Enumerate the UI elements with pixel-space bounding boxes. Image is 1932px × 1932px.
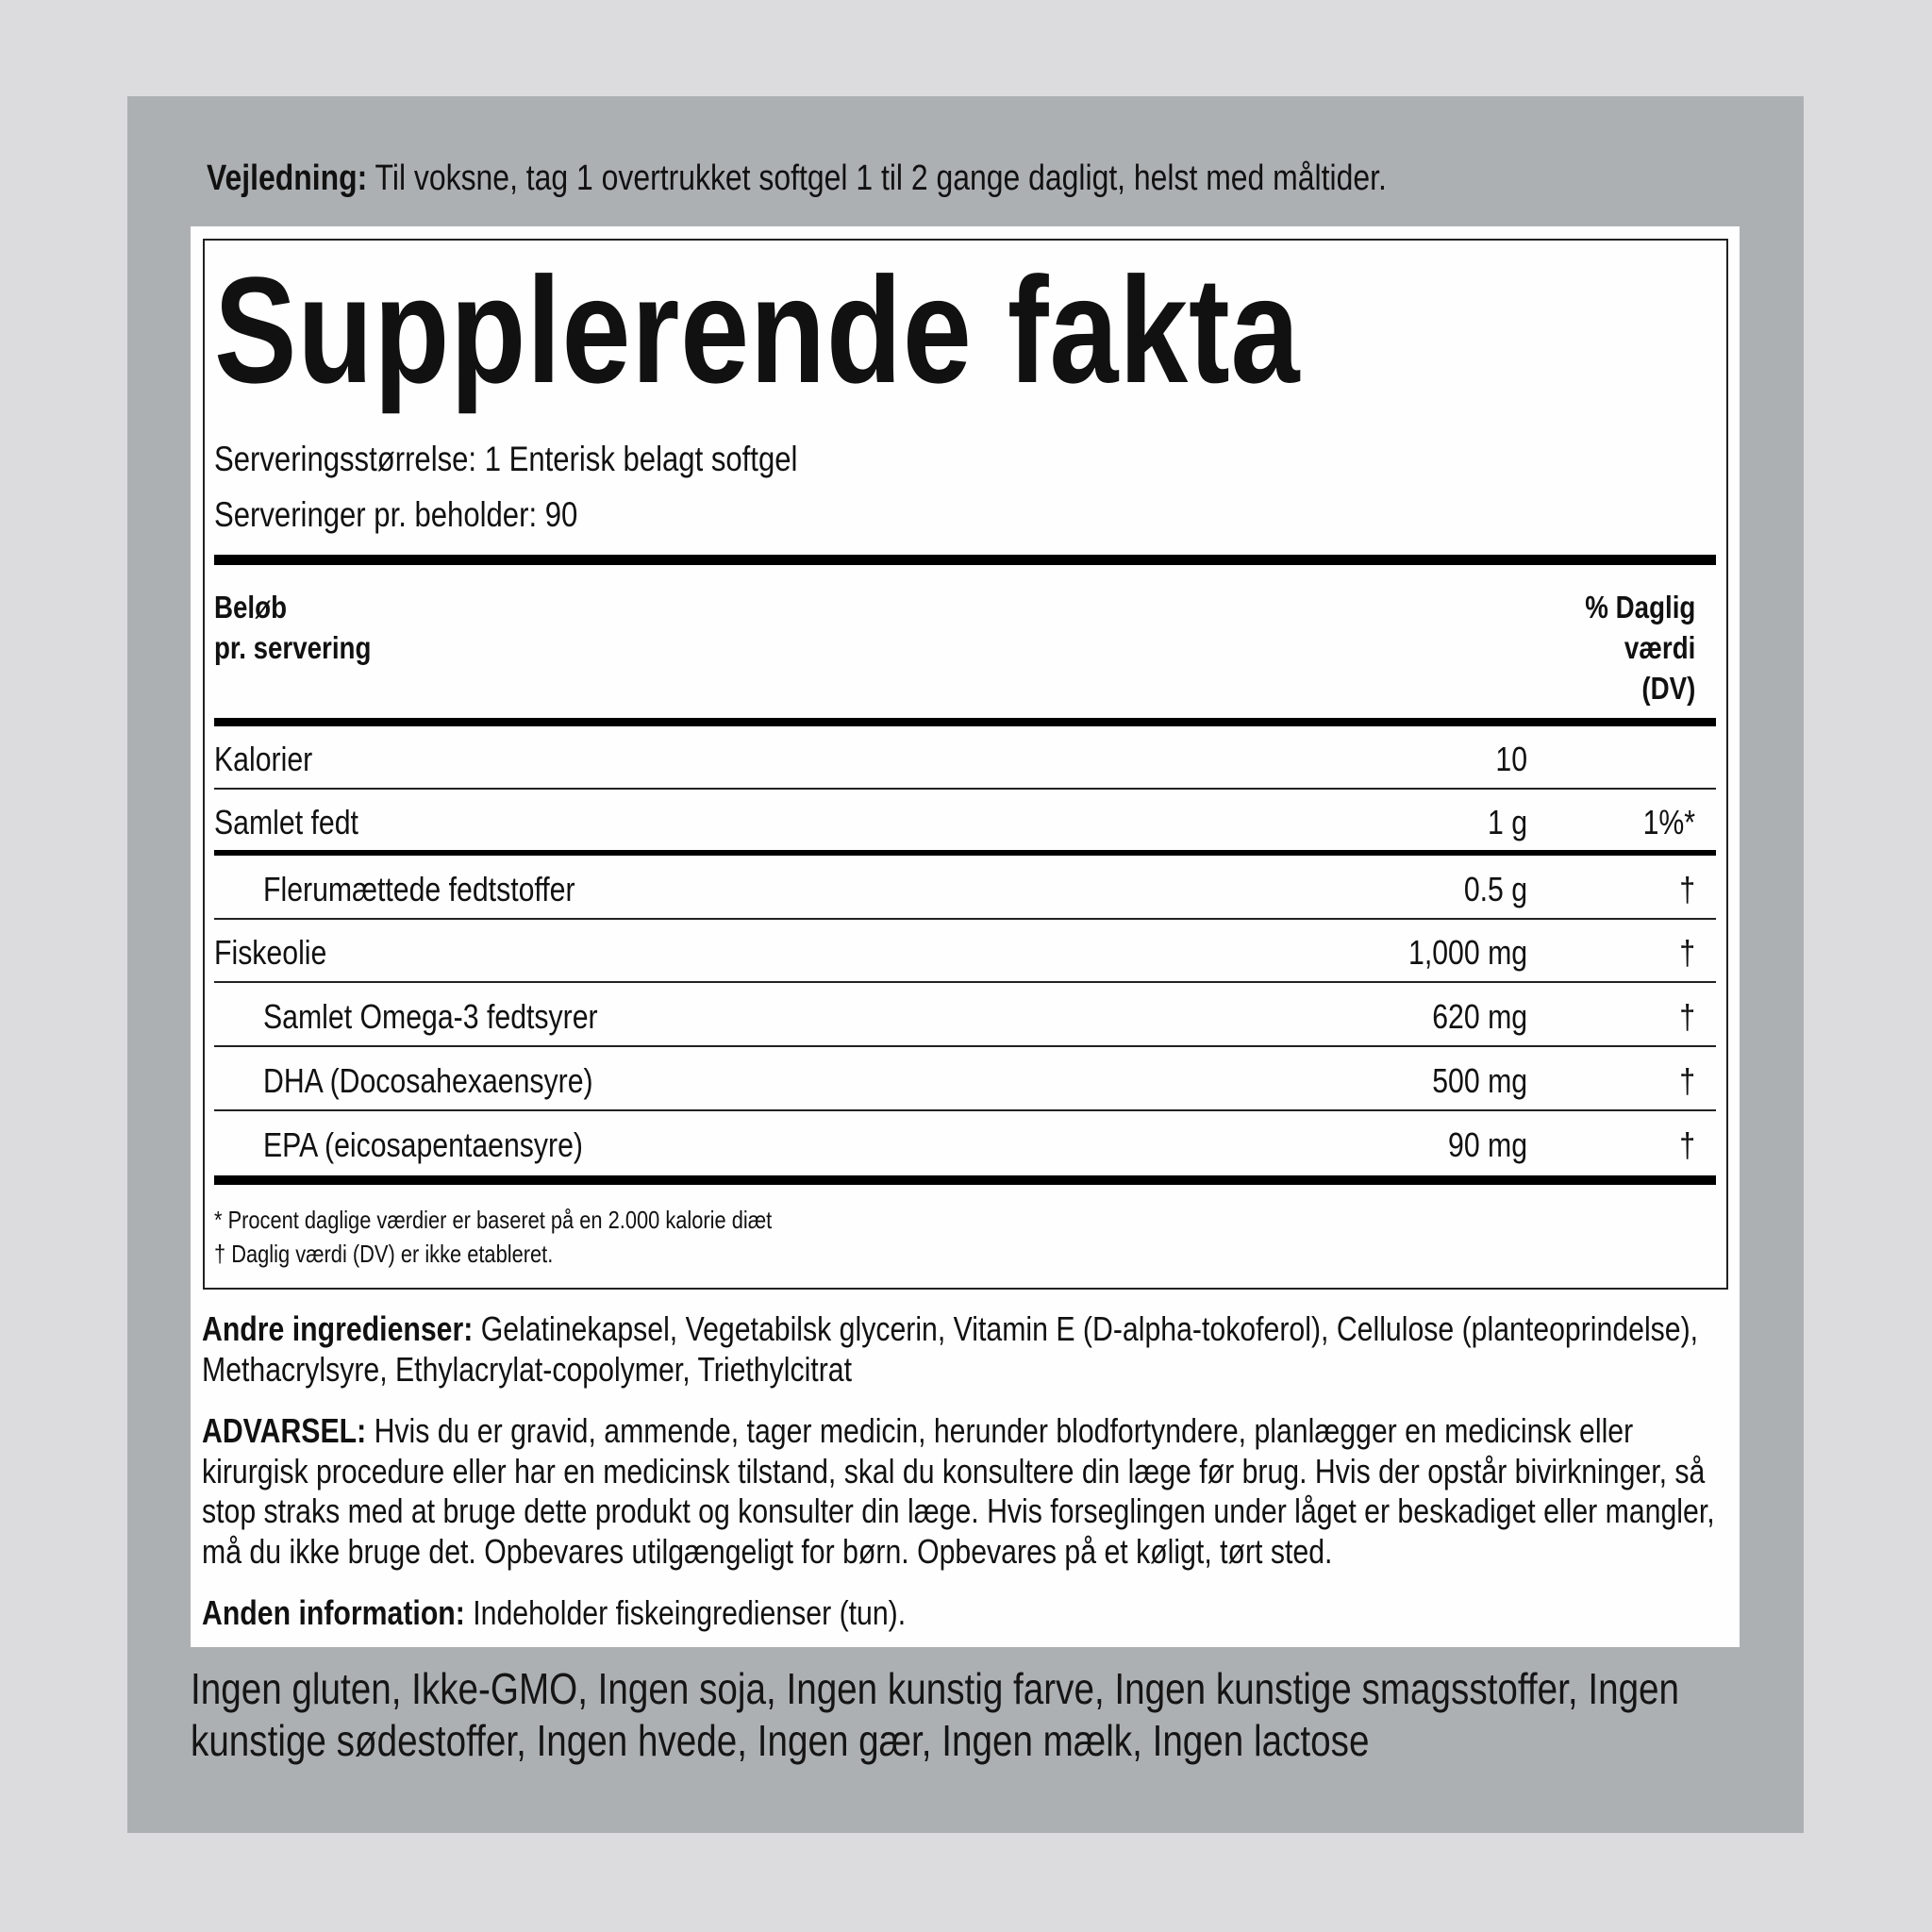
- facts-title: Supplerende fakta: [214, 245, 1301, 414]
- row-label: EPA (eicosapentaensyre): [263, 1125, 583, 1164]
- row-amount: 0.5 g: [1463, 870, 1527, 908]
- table-row: [214, 984, 1716, 1047]
- servings-per-container: Serveringer pr. beholder: 90: [214, 495, 578, 534]
- other-info: [202, 1593, 906, 1634]
- warning-text: må du ikke bruge det. Opbevares utilgængeligt for børn. Opbevares på et køligt, tørt sted.: [202, 1531, 1333, 1571]
- table-row: [214, 726, 1716, 790]
- table-row: [214, 1112, 1716, 1175]
- row-amount: 620 mg: [1432, 997, 1527, 1036]
- row-amount: 1,000 mg: [1407, 933, 1527, 972]
- row-divider: [214, 1045, 1716, 1047]
- free-from-claims: [191, 1663, 1679, 1767]
- row-dv: †: [1679, 1125, 1695, 1164]
- warning-text: kirurgisk procedure eller har en medicinsk tilstand, skal du konsultere din læge før brug. Hvis der opstår bivirkninger, så: [202, 1451, 1706, 1491]
- row-amount: 10: [1495, 740, 1527, 778]
- footnote: * Procent daglige værdier er baseret på en 2.000 kalorie diæt: [214, 1206, 773, 1234]
- other-info-text: Indeholder fiskeingredienser (tun).: [464, 1593, 907, 1632]
- table-row: [214, 790, 1716, 853]
- row-label: DHA (Docosahexaensyre): [263, 1061, 593, 1100]
- row-label: Kalorier: [214, 740, 313, 778]
- serving-size: Serveringsstørrelse: 1 Enterisk belagt softgel: [214, 440, 798, 478]
- free-from-line: Ingen gluten, Ikke-GMO, Ingen soja, Ingen kunstig farve, Ingen kunstige smagsstoffer, Ingen: [191, 1664, 1680, 1713]
- header-dv-line: % Daglig: [1584, 590, 1695, 625]
- row-label: Samlet fedt: [214, 803, 358, 841]
- row-dv: †: [1679, 997, 1695, 1036]
- row-label: Flerumættede fedtstoffer: [263, 870, 575, 908]
- row-divider: [214, 1109, 1716, 1111]
- row-divider: [214, 850, 1716, 856]
- warning-text: stop straks med at bruge dette produkt og konsulter din læge. Hvis forseglingen under låget er beskadiget eller mangler,: [202, 1491, 1715, 1530]
- row-dv: †: [1679, 870, 1695, 908]
- row-dv: †: [1679, 933, 1695, 972]
- directions: [207, 158, 1387, 199]
- header-dv-line: værdi: [1624, 630, 1695, 665]
- thick-divider: [214, 718, 1716, 726]
- other-ingredients: [202, 1309, 1698, 1390]
- header-dv-line: (DV): [1641, 671, 1695, 706]
- row-dv: †: [1679, 1061, 1695, 1100]
- row-amount: 1 g: [1487, 803, 1527, 841]
- header-dv: [1585, 587, 1695, 708]
- header-amount: [214, 587, 371, 668]
- row-divider: [214, 981, 1716, 983]
- other-ingredients-text: Methacrylsyre, Ethylacrylat-copolymer, Triethylcitrat: [202, 1349, 852, 1389]
- footnotes: [214, 1203, 772, 1271]
- other-info-label: Anden information:: [202, 1593, 465, 1632]
- warning: [202, 1411, 1715, 1572]
- footnote: † Daglig værdi (DV) er ikke etableret.: [214, 1240, 554, 1268]
- other-ingredients-text: Gelatinekapsel, Vegetabilsk glycerin, Vitamin E (D-alpha-tokoferol), Cellulose (planteoprindelse),: [473, 1309, 1699, 1348]
- warning-text: Hvis du er gravid, ammende, tager medicin, herunder blodfortyndere, planlægger en medicinsk eller: [366, 1411, 1634, 1450]
- row-amount: 90 mg: [1447, 1125, 1527, 1164]
- row-label: Fiskeolie: [214, 933, 327, 972]
- header-amount-line: Beløb: [214, 590, 288, 625]
- other-ingredients-label: Andre ingredienser:: [202, 1309, 474, 1348]
- warning-label: ADVARSEL:: [202, 1411, 367, 1450]
- thick-divider: [214, 555, 1716, 565]
- table-row: [214, 920, 1716, 983]
- header-amount-line: pr. servering: [214, 630, 372, 665]
- table-row: [214, 1048, 1716, 1111]
- free-from-line: kunstige sødestoffer, Ingen hvede, Ingen gær, Ingen mælk, Ingen lactose: [191, 1716, 1370, 1765]
- table-row: [214, 857, 1716, 920]
- row-dv: 1%*: [1642, 803, 1695, 841]
- thick-divider: [214, 1175, 1716, 1185]
- row-label: Samlet Omega-3 fedtsyrer: [263, 997, 598, 1036]
- directions-label: Vejledning:: [207, 158, 368, 198]
- row-amount: 500 mg: [1432, 1061, 1527, 1100]
- directions-text: Til voksne, tag 1 overtrukket softgel 1 til 2 gange dagligt, helst med måltider.: [367, 158, 1387, 198]
